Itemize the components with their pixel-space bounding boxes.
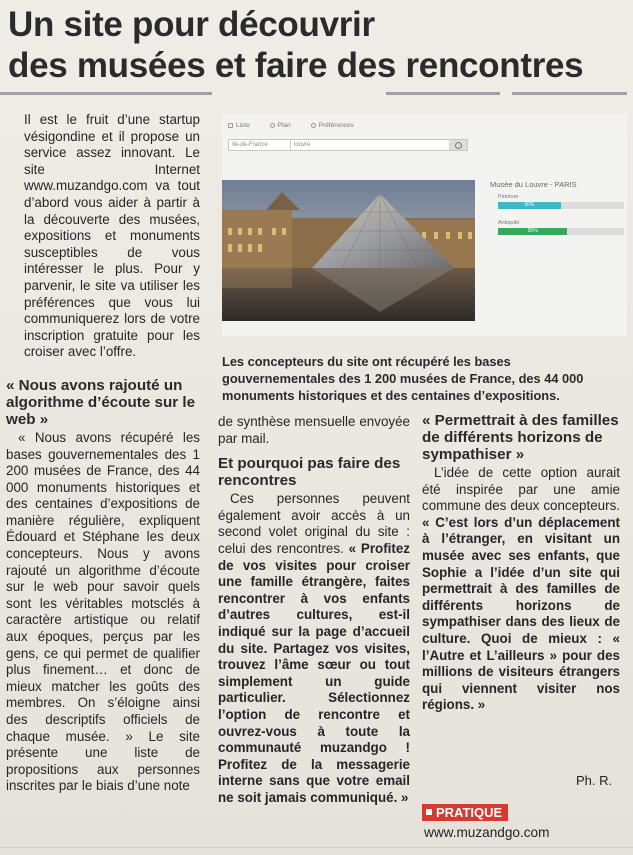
section3-body-plain: L’idée de cette option aurait été inspirée par une amie commune des deux concepteurs. xyxy=(422,465,620,514)
bottom-rule xyxy=(0,847,633,848)
pratique-url[interactable]: www.muzandgo.com xyxy=(424,825,550,840)
list-icon xyxy=(228,123,233,128)
section2-body-quote: « Profitez de vos visites pour croiser une famille étrangère, faites rencontrer à vos enfants d’autres cultures, est-il indiqué sur la page d’accueil du site. Partagez vos visites, trouvez l’âme sœur ou tout simplement un guide particulier. Sélectionnez l’option de rencontre et ouvrez-vous à toute la communauté muzandgo ! Profitez de la messagerie interne sans que votre email ne soit jamais communiqué. » xyxy=(218,540,410,805)
author-signature: Ph. R. xyxy=(576,773,613,788)
pratique-badge: PRATIQUE xyxy=(422,804,508,821)
site-search-bar xyxy=(228,139,468,151)
section3-body xyxy=(422,465,620,714)
search-input[interactable]: louvre xyxy=(294,142,311,148)
louvre-pyramid-image xyxy=(222,180,475,321)
headline xyxy=(8,4,628,86)
left-column xyxy=(6,112,200,795)
section3-body-quote: « C’est lors d’un déplacement à l’étranger, en visitant un musée avec ses enfants, que Sophie a l’idée d’un site qui permettrait à des familles de différents horizons de sympathiser dans des lieux de culture. Quoi de mieux : « l’Autre et L’ailleurs » pour des millions de visiteurs étrangers qui viennent visiter nos régions. » xyxy=(422,514,620,713)
bar-label-antiquite: Antiquité xyxy=(498,220,520,226)
nav-list[interactable]: Liste xyxy=(228,119,250,131)
middle-column xyxy=(218,414,410,806)
section2-heading: Et pourquoi pas faire des rencontres xyxy=(218,455,401,490)
section1-body: « Nous avons récupéré les bases gouvernementales des 1 200 musées de France, des 44 000 monuments historiques et des centaines d’expositions de manière régulière, expliquent Édouard et Stéphane les deux concepteurs. Nous y avons rajouté un algorithme d’écoute sur le web pour savoir quels sont les véritables motsclés à caractère artistique ou relatif aux époques, perçus par les gens, ce qui permet de qualifier plus finement… et donc de mieux matcher les goûts des membres. On s’éloigne ainsi des descriptifs officiels de chaque musée. » Le site présente une liste de propositions aux personnes inscrites par le biais d’une note xyxy=(6,429,200,794)
section2-body-plain: Ces personnes peuvent également avoir accès à un second volet original du site : celui des rencontres. xyxy=(218,491,410,556)
right-column xyxy=(422,412,620,714)
top-rule-left xyxy=(0,92,212,95)
search-icon[interactable] xyxy=(449,140,467,150)
map-pin-icon xyxy=(270,123,275,128)
top-rule-mid xyxy=(386,92,500,95)
photo-caption: Les concepteurs du site ont récupéré les bases gouvernementales des 1 200 musées de France, des 44 000 monuments historiques et des centaines d’expositions. xyxy=(222,354,584,403)
louvre-photo xyxy=(222,180,475,321)
headline-line-1: Un site pour découvrir xyxy=(8,5,375,44)
bar-antiquite xyxy=(498,228,624,235)
section3-heading: « Permettrait à des familles de différents horizons de sympathiser » xyxy=(422,412,619,463)
nav-preferences[interactable]: Préférences xyxy=(311,119,354,131)
section1-continued: de synthèse mensuelle envoyée par mail. xyxy=(218,414,410,446)
bar-fill-antiquite: 55% xyxy=(498,228,567,235)
headline-line-2: des musées et faire des rencontres xyxy=(8,46,584,85)
search-region-select[interactable]: Ile-de-France xyxy=(229,140,291,150)
bar-fill-peinture: 50% xyxy=(498,202,561,209)
intro-paragraph: Il est le fruit d’une startup vésigondine et il propose un service assez innovant. Le site Internet www.muzandgo.com va tout d’abord vous aider à partir à la découverte des musées, expositions et monuments susceptibles de vous intéresser le plus. Pour y parvenir, le site va utiliser les préférences que vous lui communiquerez lors de votre inscription gratuite pour les croiser avec l’offre. xyxy=(24,112,200,360)
museum-name: Musée du Louvre - PARIS xyxy=(490,180,577,189)
bar-peinture xyxy=(498,202,624,209)
section2-body xyxy=(218,491,410,806)
top-rule-right xyxy=(512,92,627,95)
gear-icon xyxy=(311,123,316,128)
website-screenshot xyxy=(222,114,627,336)
section1-heading: « Nous avons rajouté un algorithme d’écoute sur le web » xyxy=(6,376,196,428)
nav-map[interactable]: Plan xyxy=(270,119,291,131)
site-nav xyxy=(228,119,354,131)
bar-label-peinture: Peinture xyxy=(498,194,519,200)
